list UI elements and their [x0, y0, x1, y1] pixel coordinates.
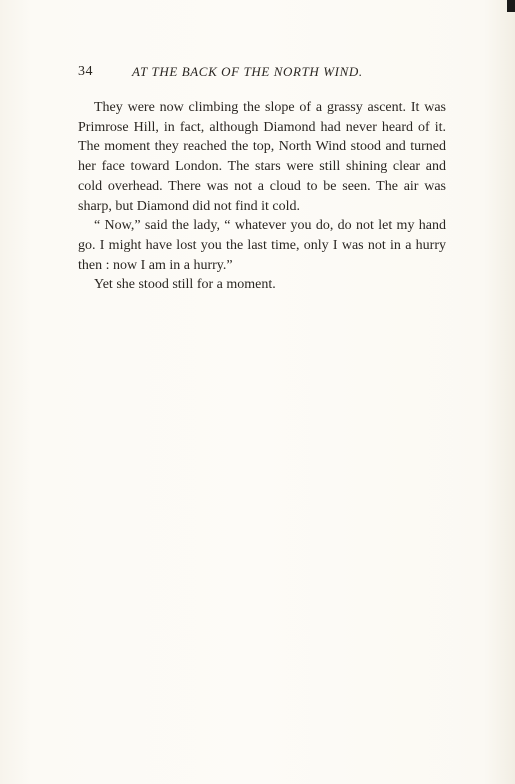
running-header — [78, 64, 448, 84]
paragraph-1: They were now climbing the slope of a grassy ascent. It was Primrose Hill, in fact, although Diamond had never heard of it. The moment they reached the top, North Wind stood and turned her face toward London. The stars were still shining clear and cold overhead. There was not a cloud to be seen. The air was sharp, but Diamond did not find it cold. — [78, 100, 446, 214]
running-title: AT THE BACK OF THE NORTH WIND. — [132, 64, 363, 79]
paragraph-2: “ Now,” said the lady, “ whatever you do, do not let my hand go. I might have lost you the last time, only I was not in a hurry then : now I am in a hurry.” — [78, 218, 446, 273]
page-number: 34 — [78, 64, 93, 79]
scan-edge-mark — [507, 0, 515, 12]
paragraph-3: Yet she stood still for a moment. — [94, 277, 276, 293]
body-text — [78, 98, 446, 295]
